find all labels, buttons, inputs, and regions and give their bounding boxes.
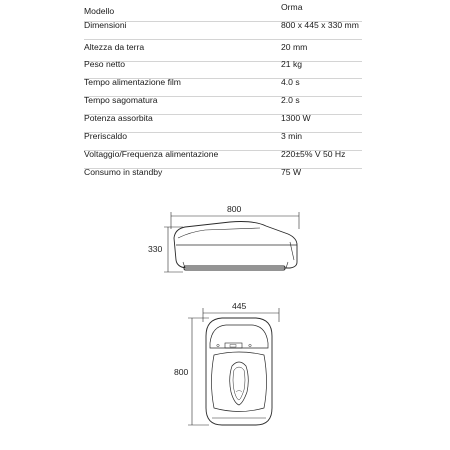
spec-label: Dimensioni bbox=[84, 20, 127, 30]
spec-value: 3 min bbox=[281, 131, 303, 141]
spec-label: Peso netto bbox=[84, 59, 126, 69]
spec-label: Consumo in standby bbox=[84, 167, 163, 177]
spec-value: 21 kg bbox=[281, 59, 303, 69]
spec-value: 220±5% V 50 Hz bbox=[281, 149, 346, 159]
spec-label: Potenza assorbita bbox=[84, 113, 153, 123]
top-length-label: 800 bbox=[174, 367, 189, 377]
spec-value: 1300 W bbox=[281, 113, 311, 123]
footprint-outline bbox=[230, 362, 249, 405]
display-window bbox=[225, 343, 242, 348]
spec-label: Modello bbox=[84, 6, 115, 16]
footprint-inner bbox=[233, 367, 245, 400]
top-width-label: 445 bbox=[232, 301, 247, 311]
spec-value: 2.0 s bbox=[281, 95, 300, 105]
spec-label: Voltaggio/Frequenza alimentazione bbox=[84, 149, 219, 159]
spec-value: 800 x 445 x 330 mm bbox=[281, 20, 359, 30]
spec-value: 75 W bbox=[281, 167, 302, 177]
spec-value: Orma bbox=[281, 2, 303, 12]
spec-label: Tempo sagomatura bbox=[84, 95, 158, 105]
shoe-recess bbox=[212, 352, 267, 412]
side-height-label: 330 bbox=[148, 244, 163, 254]
button-icon bbox=[249, 344, 251, 346]
lid-contour bbox=[178, 228, 260, 238]
foot-detail bbox=[183, 262, 288, 268]
spec-label: Tempo alimentazione film bbox=[84, 77, 181, 87]
spec-value: 20 mm bbox=[281, 42, 308, 52]
heel-mark bbox=[236, 391, 242, 393]
display-digits bbox=[230, 345, 236, 348]
spec-label: Preriscaldo bbox=[84, 131, 127, 141]
top-view-drawing bbox=[188, 308, 279, 425]
machine-top-body bbox=[206, 318, 272, 425]
side-view-drawing bbox=[164, 212, 299, 272]
side-width-label: 800 bbox=[227, 204, 242, 214]
button-icon bbox=[217, 344, 219, 346]
spec-label: Altezza da terra bbox=[84, 42, 145, 52]
spec-value: 4.0 s bbox=[281, 77, 300, 87]
